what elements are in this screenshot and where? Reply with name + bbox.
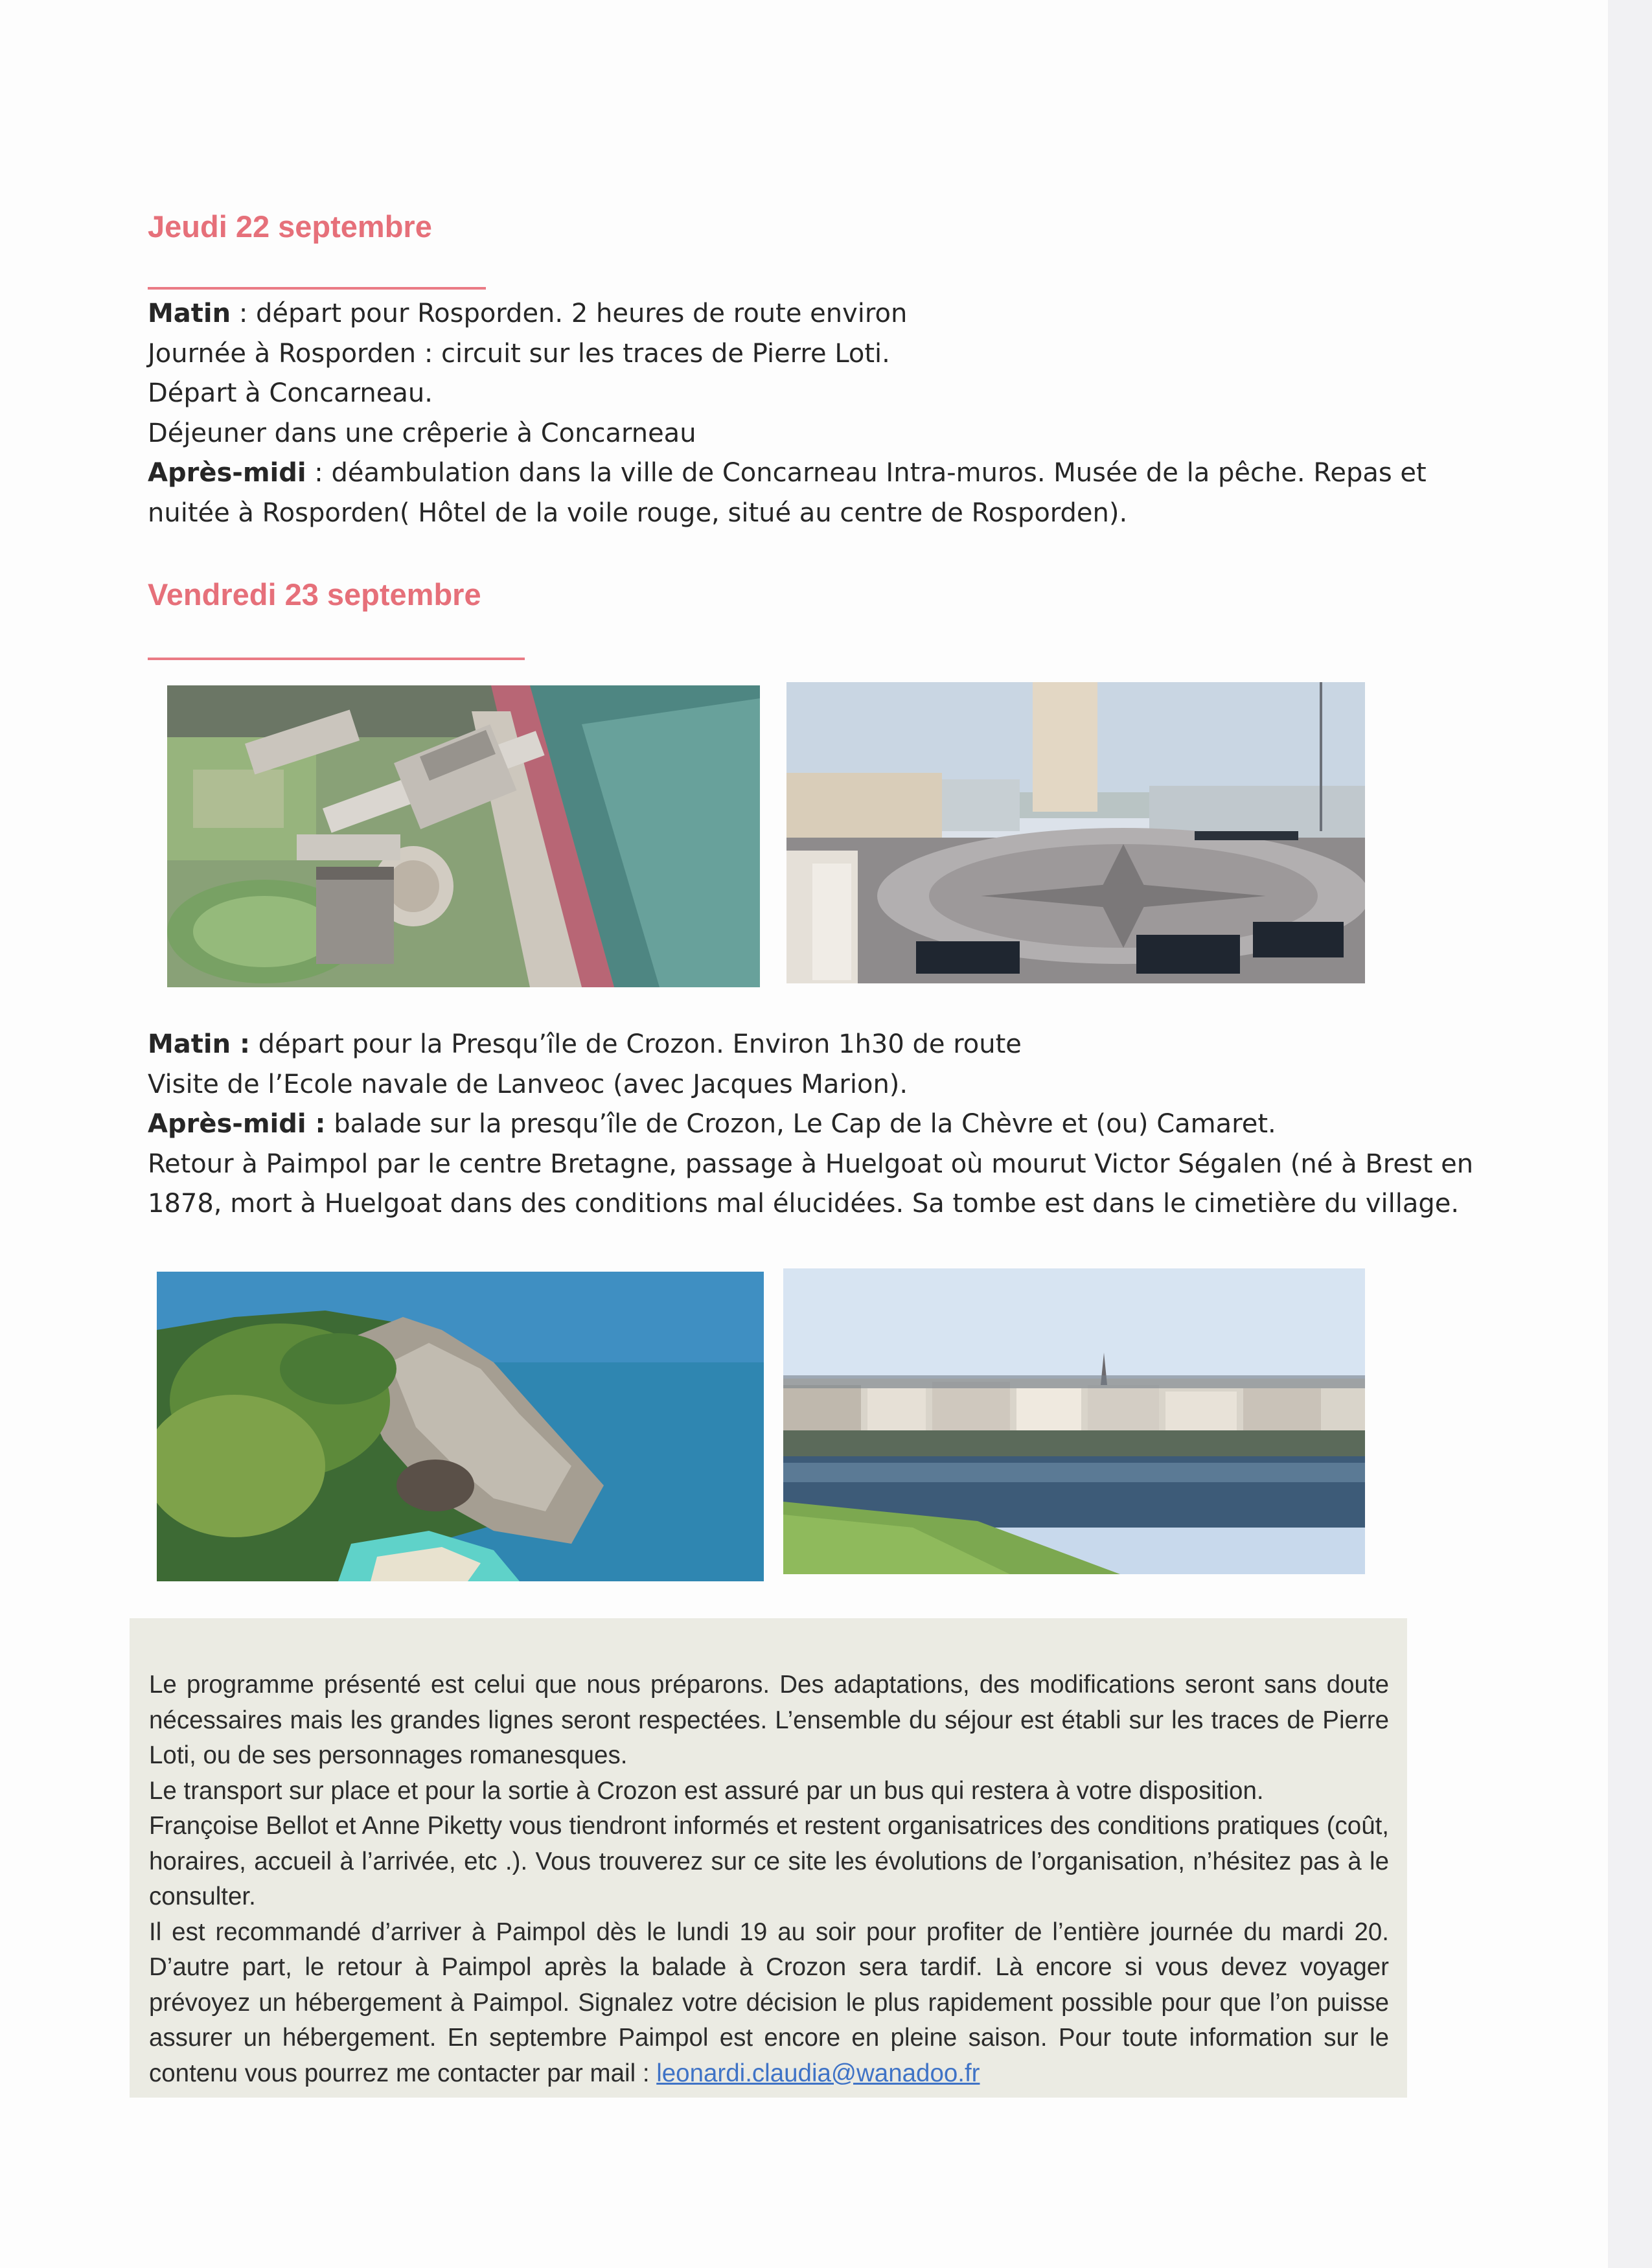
day2-schedule: [148, 1025, 1515, 1224]
info-note-paragraph-1: Le programme présenté est celui que nous préparons. Des adaptations, des modifications seront sans doute nécessaires mais les grandes lignes seront respectées. L’ensemble du séjour est établi sur les traces de Pierre Loti, ou de ses personnages romanesques.: [149, 1671, 1389, 1769]
day1-line-6: nuitée à Rosporden( Hôtel de la voile rouge, situé au centre de Rosporden).: [148, 498, 1128, 528]
day1-line-3: Départ à Concarneau.: [148, 378, 433, 408]
day2-afternoon-text: balade sur la presqu’île de Crozon, Le Cap de la Chèvre et (ou) Camaret.: [325, 1109, 1276, 1139]
info-note-paragraph-4: Il est recommandé d’arriver à Paimpol dès le lundi 19 au soir pour profiter de l’entière journée du mardi 20. D’autre part, le retour à Paimpol après la balade à Crozon sera tardif. Là encore si vous devez voyager prévoyez un hébergement à Paimpol. Signalez votre décision le plus rapidement possible pour que l’on puisse assurer un hébergement. En septembre Paimpol est encore en pleine saison. Pour toute information sur le contenu vous pourrez me contacter par mail :: [149, 1918, 1389, 2087]
contact-email-link[interactable]: leonardi.claudia@wanadoo.fr: [656, 2059, 980, 2087]
day2-afternoon-line: [148, 1105, 1515, 1145]
day2-heading: Vendredi 23 septembre: [148, 577, 481, 612]
day1-line-2: Journée à Rosporden : circuit sur les traces de Pierre Loti.: [148, 338, 890, 369]
scan-page-edge: [1608, 0, 1652, 2268]
day1-line-4: Déjeuner dans une crêperie à Concarneau: [148, 418, 696, 448]
info-note-box: [130, 1618, 1407, 2098]
info-note-paragraph-3: Françoise Bellot et Anne Piketty vous tiendront informés et restent organisatrices des conditions pratiques (coût, horaires, accueil à l’arrivée, etc .). Vous trouverez sur ce site les évolutions de l’organisation, n’hésitez pas à le consulter.: [149, 1812, 1389, 1910]
day2-morning-text: départ pour la Presqu’île de Crozon. Environ 1h30 de route: [250, 1029, 1022, 1059]
day1-afternoon-text: : déambulation dans la ville de Concarneau Intra-muros. Musée de la pêche. Repas et: [306, 458, 1427, 488]
day2-morning-label: Matin :: [148, 1029, 251, 1059]
day2-line-5: 1878, mort à Huelgoat dans des conditions mal élucidées. Sa tombe est dans le cimetière du village.: [148, 1189, 1460, 1219]
day2-heading-underline: [148, 658, 525, 660]
info-note-text: [149, 1667, 1389, 2091]
day1-morning-label: Matin: [148, 299, 231, 328]
day1-afternoon-line: [148, 453, 1515, 494]
day2-line-4: Retour à Paimpol par le centre Bretagne, passage à Huelgoat où mourut Victor Ségalen (né à Brest en: [148, 1149, 1474, 1179]
day1-morning-line: [148, 294, 1515, 334]
day1-schedule: [148, 294, 1515, 533]
crozon-coast-photo: [157, 1272, 764, 1581]
naval-school-aerial-photo: [167, 685, 760, 987]
day2-line-2: Visite de l’Ecole navale de Lanveoc (avec Jacques Marion).: [148, 1069, 908, 1099]
day1-morning-text: : départ pour Rosporden. 2 heures de route environ: [231, 299, 908, 328]
naval-school-ceremony-photo: [786, 682, 1365, 983]
day1-afternoon-label: Après-midi: [148, 458, 306, 488]
day1-heading: Jeudi 22 septembre: [148, 209, 432, 244]
day2-morning-line: [148, 1025, 1515, 1065]
day2-afternoon-label: Après-midi :: [148, 1109, 326, 1139]
info-note-paragraph-2: Le transport sur place et pour la sortie à Crozon est assuré par un bus qui restera à votre disposition.: [149, 1776, 1264, 1805]
day1-heading-underline: [148, 287, 486, 290]
huelgoat-quay-photo: [783, 1268, 1365, 1574]
